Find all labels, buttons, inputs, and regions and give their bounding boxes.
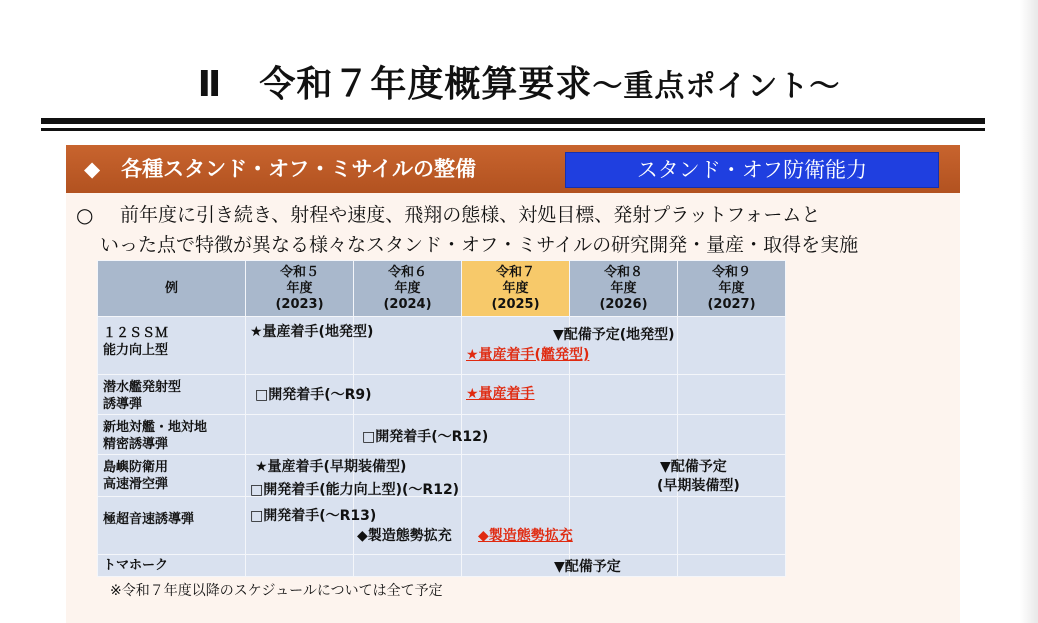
island-mass-production: ★量産着手(早期装備型): [255, 459, 407, 475]
page-title: [0, 56, 1038, 107]
row-label: 新地対艦・地対地 精密誘導弾: [98, 415, 246, 455]
title-sub: ～重点ポイント～: [592, 69, 841, 104]
intro-bullet: ○: [76, 203, 94, 227]
year-header-current: 令和７ 年度 (2025): [462, 261, 570, 317]
island-dev-start: □開発着手(能力向上型)(～R12): [250, 482, 460, 498]
title-rule-thick: [41, 118, 985, 124]
hypersonic-expansion: ◆製造態勢拡充: [357, 528, 452, 544]
section-label: ◆ 各種スタンド・オフ・ミサイルの整備: [84, 157, 477, 181]
table-row: [98, 555, 786, 577]
intro-line-1: 前年度に引き続き、射程や速度、飛翔の態様、対処目標、発射プラットフォームと: [120, 204, 821, 226]
row-label: 潜水艦発射型 誘導弾: [98, 375, 246, 415]
year-header: 令和５ 年度 (2023): [246, 261, 354, 317]
table-row: [98, 497, 786, 555]
hypersonic-expansion-current: ◆製造態勢拡充: [478, 528, 573, 544]
intro-line-2: いった点で特徴が異なる様々なスタンド・オフ・ミサイルの研究開発・量産・取得を実施: [100, 234, 859, 256]
table-header-row: [98, 261, 786, 317]
corner-cell: 例: [98, 261, 246, 317]
ssm-mass-production: ★量産着手(地発型): [250, 324, 374, 340]
title-rule-thin: [41, 128, 985, 131]
table-row: [98, 317, 786, 375]
submarine-dev-start: □開発着手(～R9): [255, 387, 372, 403]
capability-tag: スタンド・オフ防衛能力: [565, 152, 939, 188]
hypersonic-dev-start: □開発着手(～R13): [250, 508, 377, 524]
island-deployment: ▼配備予定: [660, 459, 727, 475]
year-header: 令和８ 年度 (2026): [570, 261, 678, 317]
ssm-deployment: ▼配備予定(地発型): [553, 327, 675, 343]
row-label: 島嶼防衛用 高速滑空弾: [98, 455, 246, 497]
footnote: ※令和７年度以降のスケジュールについては全て予定: [110, 583, 443, 599]
row-label: トマホーク: [98, 555, 246, 577]
ssm-ship-production: ★量産着手(艦発型): [466, 347, 590, 363]
row-label: 極超音速誘導弾: [98, 497, 246, 555]
tomahawk-deployment: ▼配備予定: [554, 559, 621, 575]
title-main: Ⅱ 令和７年度概算要求: [197, 64, 593, 105]
year-header: 令和６ 年度 (2024): [354, 261, 462, 317]
table-row: [98, 375, 786, 415]
year-header: 令和９ 年度 (2027): [678, 261, 786, 317]
new-missile-dev-start: □開発着手(～R12): [362, 429, 489, 445]
row-label: １２ＳＳＭ 能力向上型: [98, 317, 246, 375]
island-deployment-type: (早期装備型): [657, 478, 740, 494]
submarine-mass-production: ★量産着手: [466, 386, 535, 402]
